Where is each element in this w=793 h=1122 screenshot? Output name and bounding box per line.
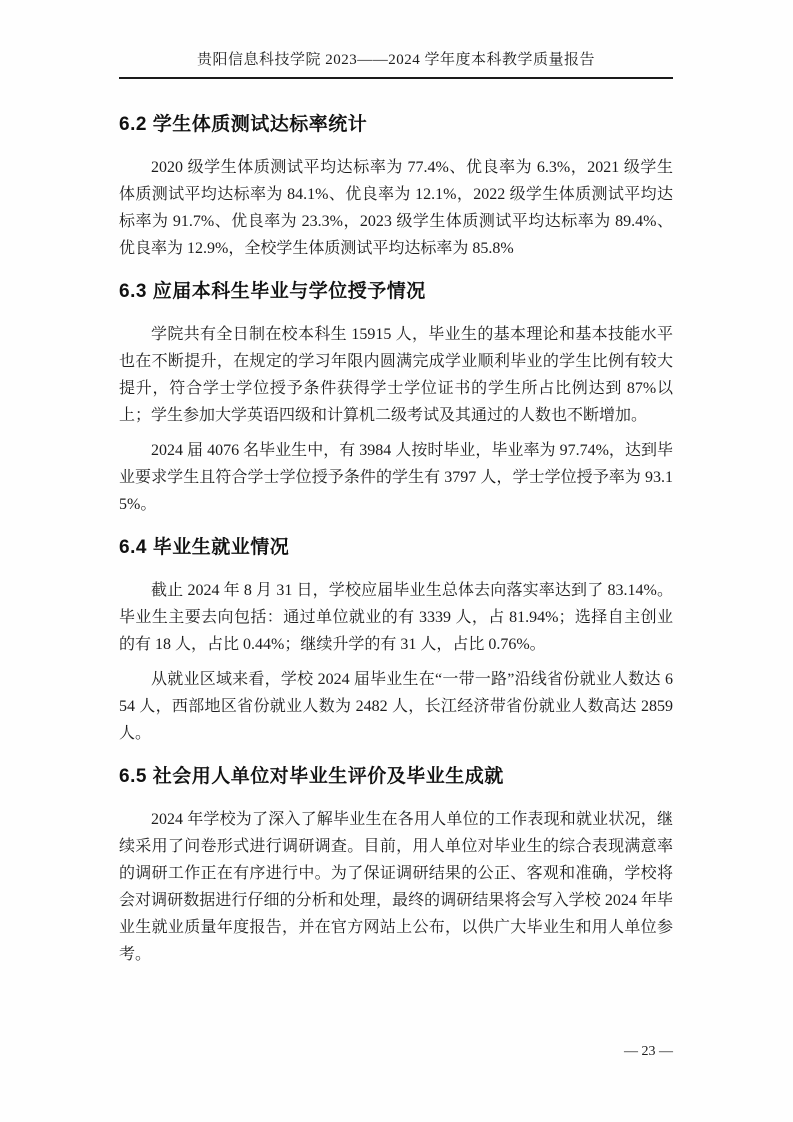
paragraph-6-5-1: 2024 年学校为了深入了解毕业生在各用人单位的工作表现和就业状况，继续采用了问卷形式进行调研调查。目前，用人单位对毕业生的综合表现满意率的调研工作正在有序进行中。为了保证调研结果的公正、客观和准确，学校将会对调研数据进行仔细的分析和处理，最终的调研结果将会写入学校 2024 年毕业生就业质量年度报告，并在官方网站上公布，以供广大毕业生和用人单位参考。 <box>119 811 673 963</box>
page-content <box>119 48 673 976</box>
paragraph-6-4-2: 从就业区域来看，学校 2024 届毕业生在“一带一路”沿线省份就业人数达 654 人，西部地区省份就业人数为 2482 人，长江经济带省份就业人数高达 2859 人。 <box>119 671 673 742</box>
section-heading-6-4: 6.4 毕业生就业情况 <box>119 537 290 558</box>
paragraph-6-2-1: 2020 级学生体质测试平均达标率为 77.4%、优良率为 6.3%，2021 级学生体质测试平均达标率为 84.1%、优良率为 12.1%，2022 级学生体质测试平均达标率为 91.7%、优良率为 23.3%，2023 级学生体质测试平均达标率为 89.4%、优良率为 12.9%，全校学生体质测试平均达标率为 85.8% <box>119 159 673 257</box>
section-heading-6-3: 6.3 应届本科生毕业与学位授予情况 <box>119 281 426 302</box>
paragraph-6-4-1: 截止 2024 年 8 月 31 日，学校应届毕业生总体去向落实率达到了 83.14%。毕业生主要去向包括：通过单位就业的有 3339 人，占 81.94%；选择自主创业的有 18 人，占比 0.44%；继续升学的有 31 人，占比 0.76%。 <box>119 582 673 653</box>
page-number: — 23 — <box>624 1044 673 1059</box>
section-heading-6-5: 6.5 社会用人单位对毕业生评价及毕业生成就 <box>119 766 504 787</box>
running-header: 贵阳信息科技学院 2023——2024 学年度本科教学质量报告 <box>119 48 673 79</box>
paragraph-6-3-1: 学院共有全日制在校本科生 15915 人，毕业生的基本理论和基本技能水平也在不断提升，在规定的学习年限内圆满完成学业顺利毕业的学生比例有较大提升，符合学士学位授予条件获得学士学位证书的学生所占比例达到 87%以上；学生参加大学英语四级和计算机二级考试及其通过的人数也不断增加。 <box>119 326 673 424</box>
paragraph-6-3-2: 2024 届 4076 名毕业生中，有 3984 人按时毕业，毕业率为 97.74%，达到毕业要求学生且符合学士学位授予条件的学生有 3797 人，学士学位授予率为 93.15%。 <box>119 442 673 513</box>
section-heading-6-2: 6.2 学生体质测试达标率统计 <box>119 114 368 135</box>
